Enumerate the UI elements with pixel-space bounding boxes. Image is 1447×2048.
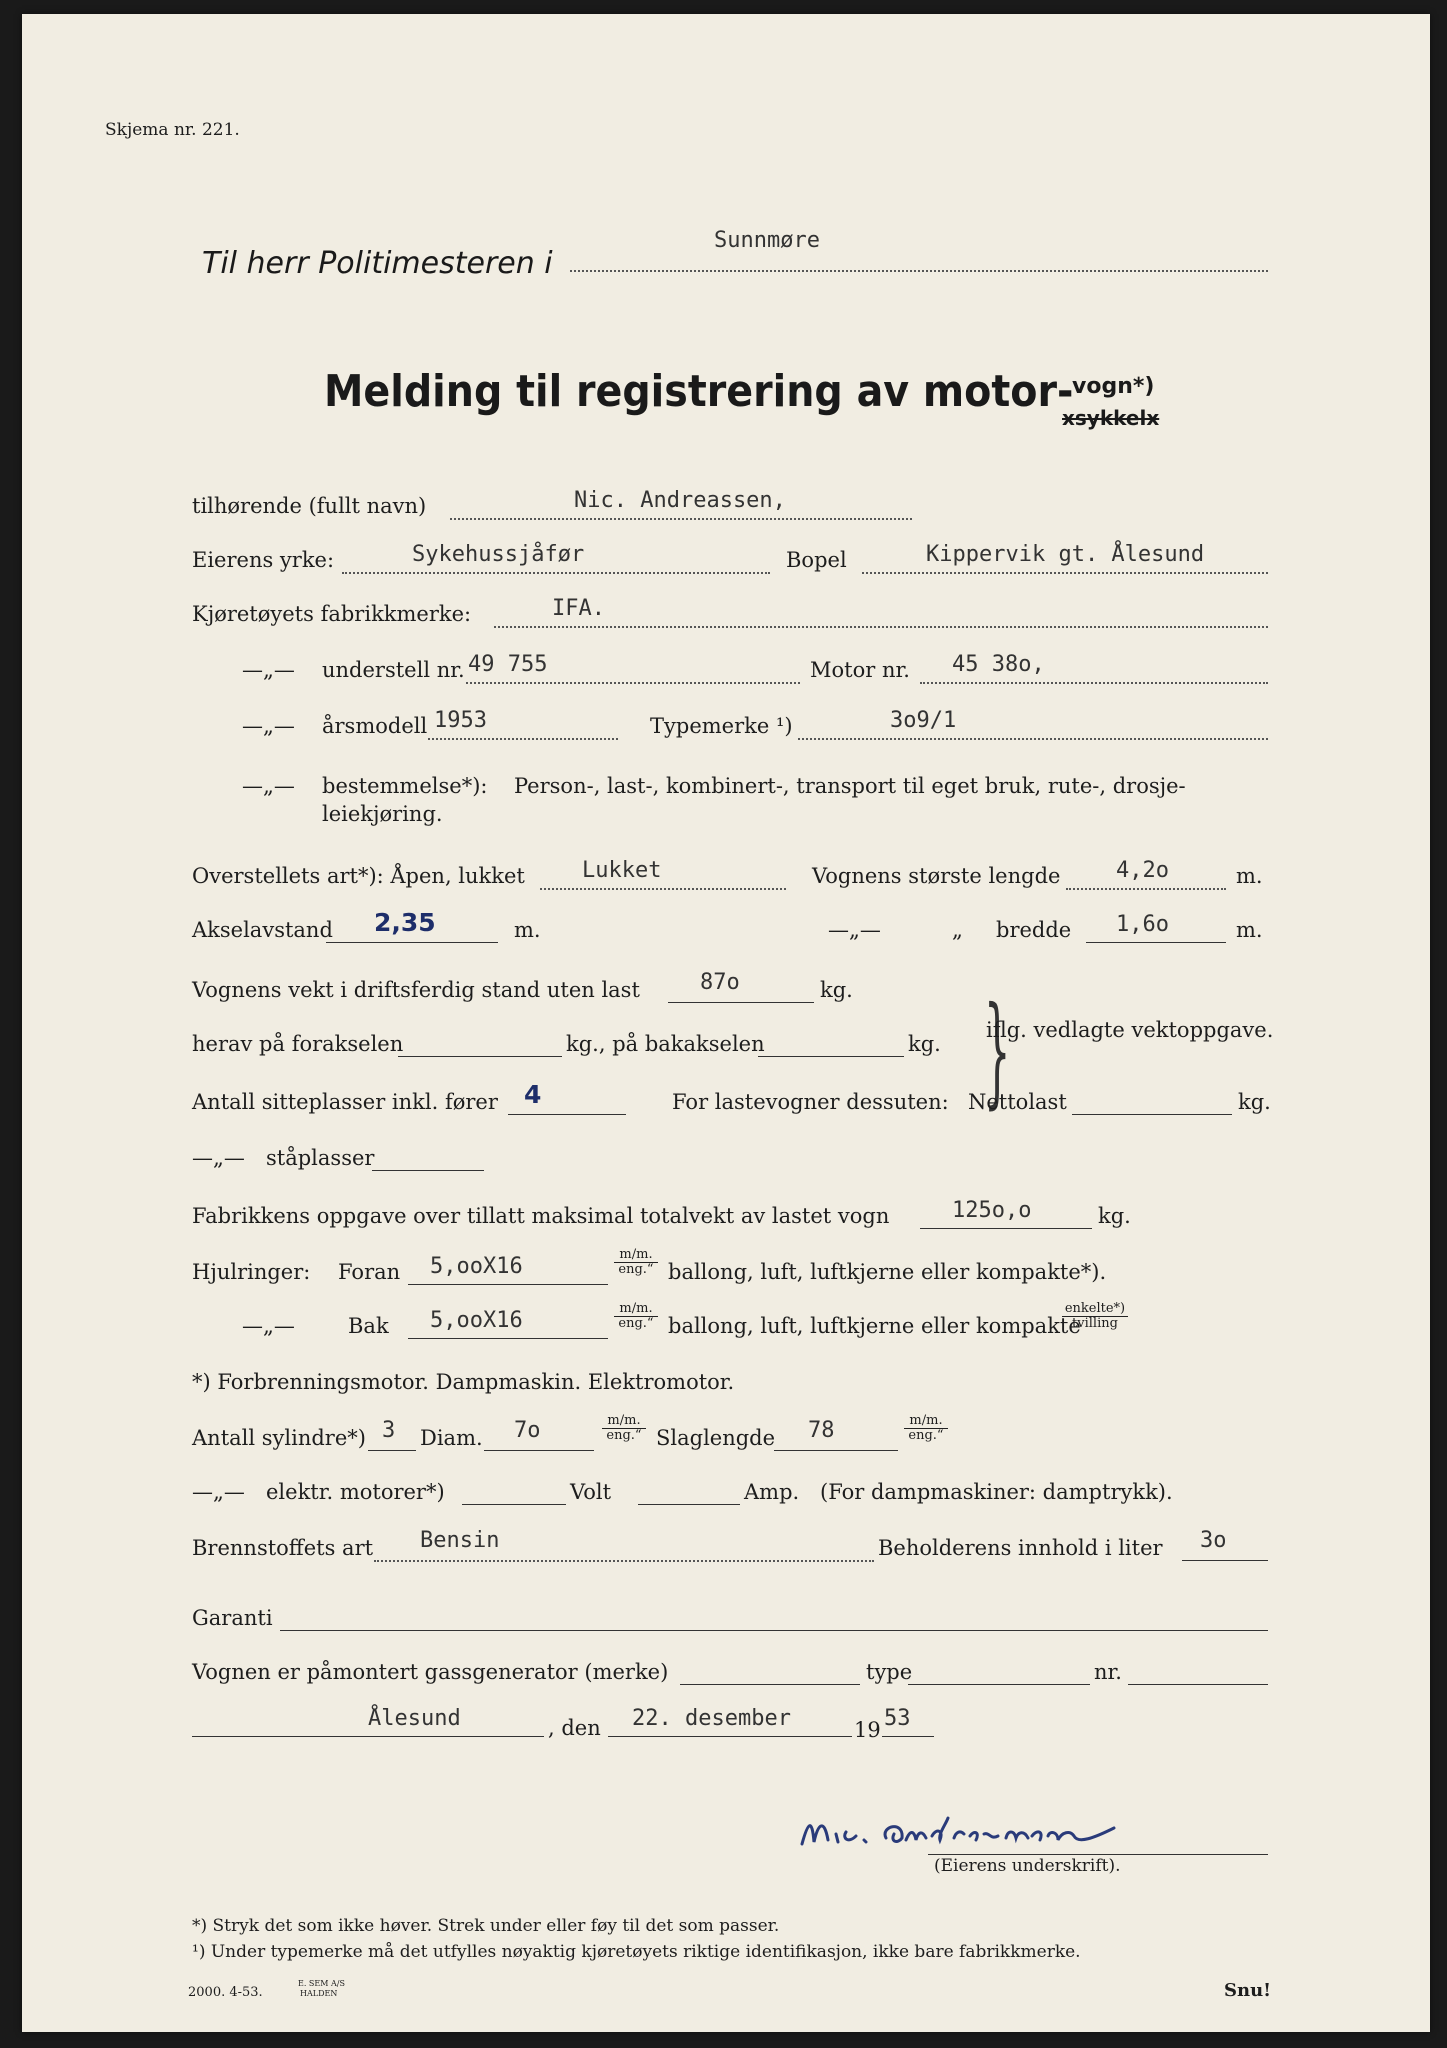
width-quote: „ <box>952 918 963 942</box>
type-line <box>798 738 1268 740</box>
engine-types: *) Forbrenningsmotor. Dampmaskin. Elektromotor. <box>192 1370 735 1394</box>
fuel-label: Brennstoffets art <box>192 1536 374 1560</box>
purpose-label: bestemmelse*): <box>322 774 488 798</box>
stroke-unit: m/m. eng.“ <box>904 1414 948 1442</box>
weight-line <box>668 1002 814 1003</box>
year-line <box>882 1736 934 1737</box>
gas-nr-label: nr. <box>1094 1660 1122 1684</box>
tank-label: Beholderens innhold i liter <box>878 1536 1163 1560</box>
tires-front-line <box>408 1284 608 1285</box>
owner-value[interactable]: Nic. Andreassen, <box>574 488 786 513</box>
chassis-value[interactable]: 49 755 <box>468 652 548 677</box>
occupation-line <box>342 572 770 574</box>
length-unit: m. <box>1236 864 1263 888</box>
rear-axle-unit: kg. <box>908 1032 941 1056</box>
width-label: bredde <box>996 918 1072 942</box>
tires-rear-label: Bak <box>348 1314 389 1338</box>
model-year-line <box>428 738 618 740</box>
date-value[interactable]: 22. desember <box>632 1706 791 1731</box>
tires-front-value[interactable]: 5,ooX16 <box>430 1254 523 1279</box>
tires-rear-type: ballong, luft, luftkjerne eller kompakte <box>668 1314 1081 1338</box>
ditto-mark: —„— <box>192 1146 245 1170</box>
diam-value[interactable]: 7o <box>514 1418 541 1443</box>
make-label: Kjøretøyets fabrikkmerke: <box>192 602 472 626</box>
addressee-label: Til herr Politimesteren i <box>202 246 553 281</box>
fuel-value[interactable]: Bensin <box>420 1528 500 1553</box>
diam-unit: m/m. eng.“ <box>602 1414 646 1442</box>
body-line <box>540 888 786 890</box>
stroke-value[interactable]: 78 <box>808 1418 835 1443</box>
length-value[interactable]: 4,2o <box>1116 858 1169 883</box>
motor-line <box>920 682 1268 684</box>
tires-label: Hjulringer: <box>192 1260 311 1284</box>
gas-type-label: type <box>866 1660 913 1684</box>
cylinders-label: Antall sylindre*) <box>192 1426 366 1450</box>
weight-label: Vognens vekt i driftsferdig stand uten last <box>192 978 640 1002</box>
max-weight-unit: kg. <box>1098 1204 1131 1228</box>
wheelbase-value[interactable]: 2,35 <box>374 908 436 937</box>
owner-line <box>450 518 912 520</box>
weight-value[interactable]: 87o <box>700 970 740 995</box>
stroke-label: Slaglengde <box>656 1426 776 1450</box>
net-load-label: Nettolast <box>968 1090 1067 1114</box>
gas-generator-label: Vognen er påmontert gassgenerator (merke) <box>192 1660 669 1684</box>
electric-label: elektr. motorer*) <box>266 1480 445 1504</box>
width-value[interactable]: 1,6o <box>1116 912 1169 937</box>
addressee-value[interactable]: Sunnmøre <box>714 228 820 253</box>
title-sykkel-struck: xsykkelx <box>1062 406 1160 430</box>
gas-generator-line <box>680 1684 860 1685</box>
length-label: Vognens største lengde <box>812 864 1061 888</box>
turn-over-note: Snu! <box>1224 1980 1272 2001</box>
stroke-line <box>774 1450 898 1451</box>
seats-label: Antall sitteplasser inkl. fører <box>192 1090 498 1114</box>
tank-line <box>1182 1560 1268 1561</box>
type-value[interactable]: 3o9/1 <box>890 708 957 733</box>
motor-label: Motor nr. <box>810 658 910 682</box>
year-value[interactable]: 53 <box>884 1706 911 1731</box>
tires-front-label: Foran <box>338 1260 401 1284</box>
seats-line <box>508 1114 626 1115</box>
gas-nr-line <box>1128 1684 1268 1685</box>
footnote-star: *) Stryk det som ikke høver. Strek under eller føy til det som passer. <box>192 1916 780 1936</box>
body-value[interactable]: Lukket <box>582 858 662 883</box>
steam-label: (For dampmaskiner: damptrykk). <box>820 1480 1173 1504</box>
tires-front-unit: m/m. eng.“ <box>614 1248 658 1276</box>
model-year-label: årsmodell <box>322 714 428 738</box>
ditto-mark: —„— <box>242 1314 295 1338</box>
ditto-mark: —„— <box>192 1480 245 1504</box>
purpose-options-cont: leiekjøring. <box>322 802 443 826</box>
year-prefix: 19 <box>854 1718 881 1742</box>
diam-line <box>484 1450 594 1451</box>
cylinders-value[interactable]: 3 <box>382 1418 396 1443</box>
make-line <box>494 626 1268 628</box>
printer-town: HALDEN <box>300 1989 338 1998</box>
type-label: Typemerke ¹) <box>650 714 793 738</box>
tires-rear-value[interactable]: 5,ooX16 <box>430 1308 523 1333</box>
brace-symbol: } <box>983 982 1011 1121</box>
addressee-line <box>570 270 1268 272</box>
title-vogn: vogn*) <box>1072 374 1155 399</box>
tires-front-type: ballong, luft, luftkjerne eller kompakte*). <box>668 1260 1107 1284</box>
max-weight-label: Fabrikkens oppgave over tillatt maksimal totalvekt av lastet vogn <box>192 1204 890 1228</box>
standing-line <box>372 1170 484 1171</box>
address-label: Bopel <box>786 548 847 572</box>
tires-rear-line <box>408 1338 608 1339</box>
fuel-line <box>374 1560 874 1562</box>
address-line <box>862 572 1268 574</box>
print-code: 2000. 4-53. <box>188 1985 263 2000</box>
tank-value[interactable]: 3o <box>1200 1528 1227 1553</box>
occupation-value[interactable]: Sykehussjåfør <box>412 542 585 567</box>
page-title: Melding til registrering av motor- <box>324 366 1074 417</box>
front-axle-line <box>398 1056 562 1057</box>
place-value[interactable]: Ålesund <box>368 1706 461 1731</box>
cargo-label: For lastevogner dessuten: <box>672 1090 949 1114</box>
net-load-unit: kg. <box>1238 1090 1271 1114</box>
wheelbase-label: Akselavstand <box>192 918 333 942</box>
date-line <box>608 1736 852 1737</box>
weight-unit: kg. <box>820 978 853 1002</box>
guarantee-label: Garanti <box>192 1606 273 1630</box>
rear-axle-line <box>758 1056 904 1057</box>
width-line <box>1086 942 1226 943</box>
footnote-one: ¹) Under typemerke må det utfylles nøyaktig kjøretøyets riktige identifikasjon, ikke bare fabrikkmerke. <box>192 1942 1081 1962</box>
rear-axle-label: kg., på bakakselen <box>566 1032 765 1056</box>
form-number: Skjema nr. 221. <box>105 120 240 140</box>
guarantee-line <box>280 1630 1268 1631</box>
volt-line <box>638 1504 740 1505</box>
ditto-mark: —„— <box>242 714 295 738</box>
ditto-mark: —„— <box>242 774 295 798</box>
wheelbase-unit: m. <box>514 918 541 942</box>
width-unit: m. <box>1236 918 1263 942</box>
weight-note: iflg. vedlagte vektoppgave. <box>986 1018 1274 1042</box>
electric-line <box>462 1504 566 1505</box>
occupation-label: Eierens yrke: <box>192 548 335 572</box>
length-line <box>1066 888 1226 890</box>
tires-rear-mount: enkelte*) tvilling <box>1062 1302 1128 1330</box>
form-sheet <box>22 14 1430 2032</box>
date-den-label: , den <box>548 1716 601 1740</box>
amp-label: Amp. <box>744 1480 800 1504</box>
wheelbase-line <box>326 942 498 943</box>
volt-label: Volt <box>570 1480 612 1504</box>
motor-value[interactable]: 45 38o, <box>952 652 1045 677</box>
net-load-line <box>1072 1114 1232 1115</box>
body-label: Overstellets art*): Åpen, lukket <box>192 864 525 888</box>
standing-label: ståplasser <box>266 1146 375 1170</box>
owner-label: tilhørende (fullt navn) <box>192 494 427 518</box>
owner-signature <box>794 1804 1134 1864</box>
model-year-value[interactable]: 1953 <box>434 708 487 733</box>
signature-line <box>928 1854 1268 1855</box>
front-axle-label: herav på forakselen <box>192 1032 404 1056</box>
address-value[interactable]: Kippervik gt. Ålesund <box>926 542 1205 567</box>
ditto-mark: —„— <box>828 918 881 942</box>
chassis-line <box>466 682 800 684</box>
place-line <box>192 1736 544 1737</box>
signature-caption: (Eierens underskrift). <box>934 1856 1121 1876</box>
max-weight-value[interactable]: 125o,o <box>952 1198 1032 1223</box>
gas-type-line <box>908 1684 1090 1685</box>
seats-value[interactable]: 4 <box>524 1080 542 1109</box>
make-value[interactable]: IFA. <box>552 596 605 621</box>
purpose-options: Person-, last-, kombinert-, transport til eget bruk, rute-, drosje- <box>514 774 1186 798</box>
ditto-mark: —„— <box>242 658 295 682</box>
max-weight-line <box>920 1228 1092 1229</box>
printer-name: E. SEM A/S <box>298 1979 345 1988</box>
chassis-label: understell nr. <box>322 658 465 682</box>
tires-rear-unit: m/m. eng.“ <box>614 1302 658 1330</box>
diam-label: Diam. <box>420 1426 483 1450</box>
cylinders-line <box>368 1450 416 1451</box>
